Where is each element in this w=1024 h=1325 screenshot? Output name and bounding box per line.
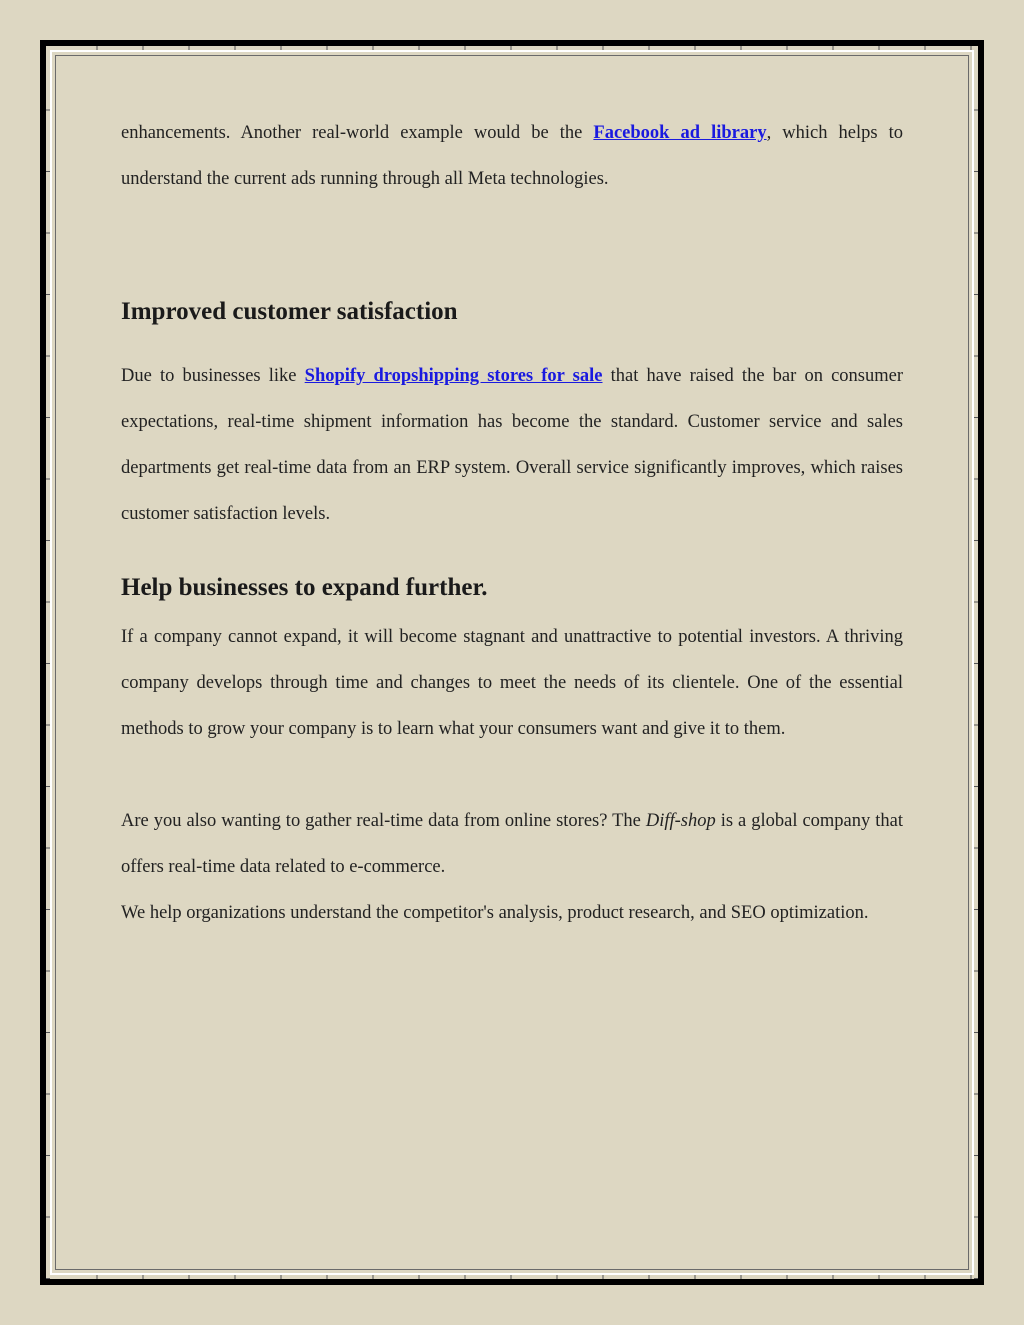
closing-text-before-brand: Are you also wanting to gather real-time data from online stores? The: [121, 811, 646, 831]
expand-further-paragraph: If a company cannot expand, it will become stagnant and unattractive to potential investors. A thriving company develops through time and changes to meet the needs of its clientele. One of the essential methods to grow your company is to learn what your consumers want and give it to them.: [121, 627, 903, 739]
intro-text-before-link: enhancements. Another real-world example would be the: [121, 123, 594, 143]
intro-paragraph: [121, 110, 903, 202]
document-body: [121, 112, 903, 936]
section-heading-customer-satisfaction: Improved customer satisfaction: [121, 298, 458, 325]
diff-shop-paragraph: [121, 798, 903, 890]
facebook-ad-library-link[interactable]: Facebook ad library: [593, 123, 767, 143]
section-heading-expand-further: Help businesses to expand further.: [121, 574, 488, 601]
diff-shop-brand-name: Diff-shop: [645, 811, 716, 831]
section-1-text-before-link: Due to businesses like: [121, 366, 305, 386]
closing-paragraph: We help organizations understand the competitor's analysis, product research, and SEO optimization.: [121, 903, 869, 923]
customer-satisfaction-paragraph: [121, 353, 903, 537]
section-1-text-after-link: that have raised the bar on consumer expectations, real-time shipment information has become the standard. Customer service and sales departments get real-time data from an ERP system. Overall service significantly improves, which raises customer satisfaction levels.: [121, 366, 904, 524]
closing-text-after-brand: is a global company that offers real-time data related to e-commerce.: [121, 811, 903, 877]
shopify-dropshipping-stores-link[interactable]: Shopify dropshipping stores for sale: [304, 366, 603, 386]
intro-text-after-link: , which helps to understand the current ads running through all Meta technologies.: [121, 123, 904, 189]
